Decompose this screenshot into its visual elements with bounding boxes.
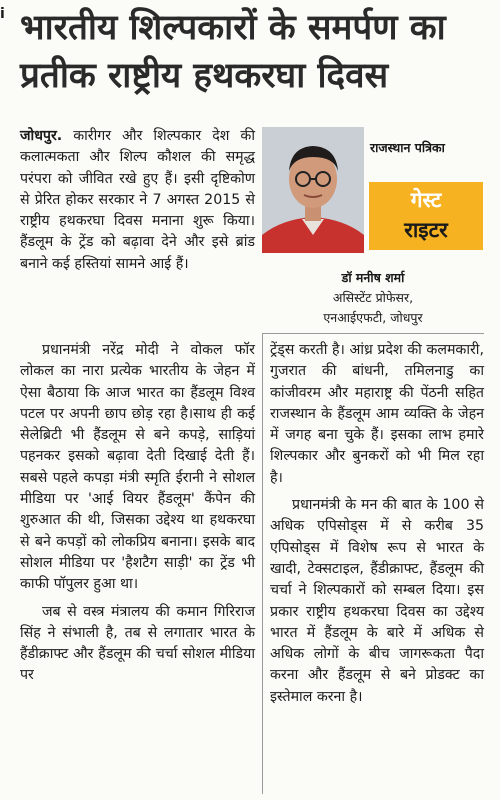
left-paragraph-1: प्रधानमंत्री नरेंद्र मोदी ने वोकल फॉर लोकल का नारा प्रत्येक भारतीय के जेहन में ऐसा बैठाया कि आज भारत का हैंडलूम विश्व पटल पर अपनी छाप छोड़ रहा है।साथ ही कई सेलेब्रिटी भी हैंडलूम से बने कपड़े, साड़ियां पहनकर इसको बढ़ावा देती दिखाई देती हैं। सबसे पहले कपड़ा मंत्री स्मृति ईरानी ने सोशल मीडिया पर 'आई वियर हैंडलूम' कैंपेन की शुरुआत की थी, जिसका उद्देश्य था हथकरघा से बने कपड़ों को लोकप्रिय बनाना। इसके बाद सोशल मीडिया पर 'हैशटैग साड़ी' का ट्रेंड भी काफी पॉपुलर हुआ था। [20, 342, 255, 593]
author-photo [262, 127, 364, 253]
guest-label-line-2: राइटर [404, 218, 448, 242]
intro-paragraph [20, 126, 255, 275]
byline-divider [262, 333, 484, 334]
author-name: डॉ मनीष शर्मा [341, 270, 405, 285]
headline [20, 4, 490, 100]
dateline: जोधपुर. [20, 128, 63, 144]
guest-label-line-1: गेस्ट [410, 188, 442, 212]
headline-line-1: भारतीय शिल्पकारों के समर्पण का [20, 8, 446, 48]
right-column [270, 340, 484, 708]
left-paragraph-2: जब से वस्त्र मंत्रालय की कमान गिरिराज सिंह ने संभाली है, तब से लगातार भारत के हैंडीक्राफ्ट और हैंडलूम की चर्चा सोशल मीडिया पर [20, 603, 255, 684]
intro-text: कारीगर और शिल्पकार देश की कलात्मकता और शिल्प कौशल की समृद्ध परंपरा को जीवित रखे हुए हैं। इसी दृष्टिकोण से प्रेरित होकर सरकार ने 7 अगस्त 2015 से राष्ट्रीय हथकरघा दिवस मनाना शुरू किया। हैंडलूम के ट्रेंड को बढ़ावा देने और इसे ब्रांड बनाने कई हस्तियां सामने आई हैं। [20, 128, 255, 272]
edge-mark: i [0, 6, 5, 22]
headline-line-2: प्रतीक राष्ट्रीय हथकरघा दिवस [20, 56, 389, 96]
author-designation: असिस्टेंट प्रोफेसर, [332, 290, 414, 305]
author-byline [262, 268, 484, 328]
right-paragraph-2: प्रधानमंत्री के मन की बात के 100 से अधिक एपिसोड्स में से करीब 35 एपिसोड्स में विशेष रूप से भारत के खादी, टेक्सटाइल, हैंडीक्राफ्ट, हैंडलूम की चर्चा ने शिल्पकारों को सम्बल दिया। इस प्रकार राष्ट्रीय हथकरघा दिवस का उद्देश्य भारत में हैंडलूम के बारे में अधिक से अधिक लोगों के बीच जागरूकता पैदा करना और हैंडलूम से बने प्रोडक्ट का इस्तेमाल करना है। [270, 497, 484, 705]
guest-writer-label [369, 182, 483, 250]
column-divider [262, 334, 263, 794]
right-paragraph-1: ट्रेंड्स करती है। आंध्र प्रदेश की कलमकारी, गुजरात की बांधनी, तमिलनाडु का कांजीवरम और महाराष्ट्र की पेंठनी सहित राजस्थान के हैंडलूम आम व्यक्ति के जेहन में जगह बना चुके हैं। इसका लाभ हमारे शिल्पकार और बुनकरों को भी मिल रहा है। [270, 342, 484, 486]
author-institution: एनआईएफटी, जोधपुर [323, 310, 423, 325]
author-portrait-icon [262, 127, 364, 253]
newspaper-name: राजस्थान पत्रिका [370, 140, 445, 155]
left-column [20, 340, 255, 687]
